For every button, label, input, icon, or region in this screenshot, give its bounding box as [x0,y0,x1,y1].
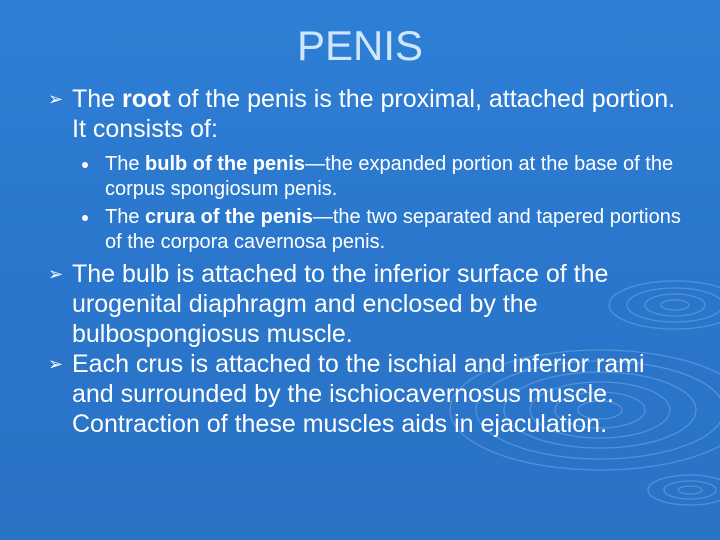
bullet-root-text-end: of the penis is the proximal, attached portion. It consists of: [72,85,676,143]
root-sub-list [48,152,688,255]
bullet-crus-attachment-text: Each crus is attached to the ischial and inferior rami and surrounded by the ischiocavernosus muscle. Contraction of these muscles aids in ejaculation. [72,350,645,438]
sub-bullet-bulb-text-start: The [105,153,146,175]
bullet-bulb-attachment [48,259,688,349]
slide-title: PENIS [296,22,424,69]
sub-bullet-bulb-bold-term: bulb of the penis [145,153,306,175]
sub-bullet-bulb [48,152,688,202]
sub-bullet-crura [48,205,688,255]
arrow-bullet-icon: ➢ [48,89,64,109]
bullet-root-text-start: The [72,85,123,113]
dot-bullet-icon [82,215,88,221]
bullet-root-bold-term: root [122,85,171,113]
sub-bullet-bulb-text-end: —the expanded portion at the base of the corpus spongiosum penis. [105,153,674,200]
bullet-list [48,84,688,439]
sub-bullet-crura-bold-term: crura of the penis [145,206,313,228]
arrow-bullet-icon: ➢ [48,354,64,374]
sub-bullet-crura-text-start: The [105,206,146,228]
sub-bullet-crura-text-end: —the two separated and tapered portions of the corpora cavernosa penis. [105,206,681,253]
bullet-root [48,84,688,144]
arrow-bullet-icon: ➢ [48,264,64,284]
bullet-bulb-attachment-text: The bulb is attached to the inferior surface of the urogenital diaphragm and enclosed by the bulbospongiosus muscle. [72,260,609,348]
dot-bullet-icon [82,162,88,168]
bullet-crus-attachment [48,349,688,439]
